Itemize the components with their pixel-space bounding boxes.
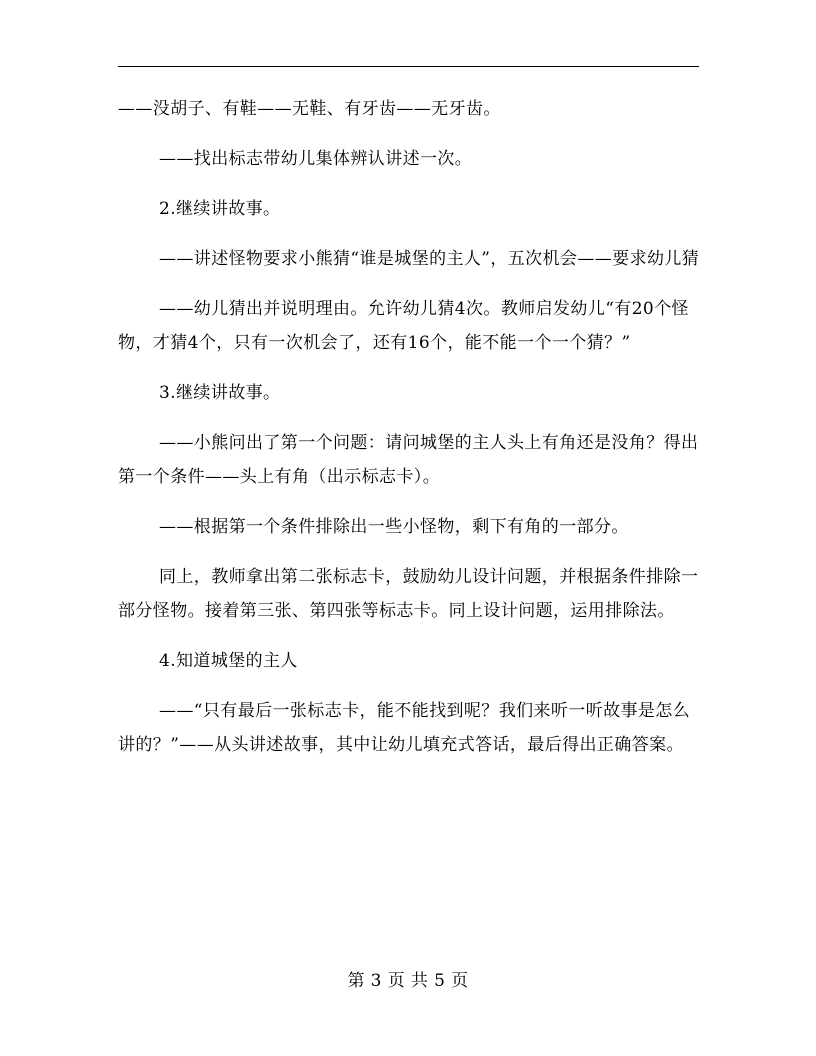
paragraph-6: ——根据第一个条件排除出一些小怪物，剩下有角的一部分。 <box>159 517 629 537</box>
paragraph-5: ——小熊问出了第一个问题：请问城堡的主人头上有角还是没角？得出第一个条件——头上有角（出示标志卡）。 <box>118 433 699 487</box>
header-rule <box>118 66 699 67</box>
page-number-footer: 第 3 页 共 5 页 <box>347 971 469 991</box>
paragraph-8: ——“只有最后一张标志卡，能不能找到呢？我们来听一听故事是怎么讲的？”——从头讲述故事，其中让幼儿填充式答话，最后得出正确答案。 <box>118 701 691 755</box>
document-body <box>118 92 703 778</box>
paragraph-3: ——讲述怪物要求小熊猜“谁是城堡的主人”，五次机会——要求幼儿猜 <box>159 249 700 269</box>
heading-step-2: 2.继续讲故事。 <box>159 199 281 219</box>
paragraph-2: ——找出标志带幼儿集体辨认讲述一次。 <box>159 149 473 169</box>
paragraph-1: ——没胡子、有鞋——无鞋、有牙齿——无牙齿。 <box>118 99 501 119</box>
heading-step-4: 4.知道城堡的主人 <box>159 651 298 671</box>
paragraph-4: ——幼儿猜出并说明理由。允许幼儿猜4次。教师启发幼儿“有20个怪物，才猜4个，只有一次机会了，还有16个，能不能一个一个猜？” <box>118 299 689 353</box>
paragraph-7: 同上，教师拿出第二张标志卡，鼓励幼儿设计问题，并根据条件排除一部分怪物。接着第三张、第四张等标志卡。同上设计问题，运用排除法。 <box>118 567 699 621</box>
heading-step-3: 3.继续讲故事。 <box>159 383 281 403</box>
